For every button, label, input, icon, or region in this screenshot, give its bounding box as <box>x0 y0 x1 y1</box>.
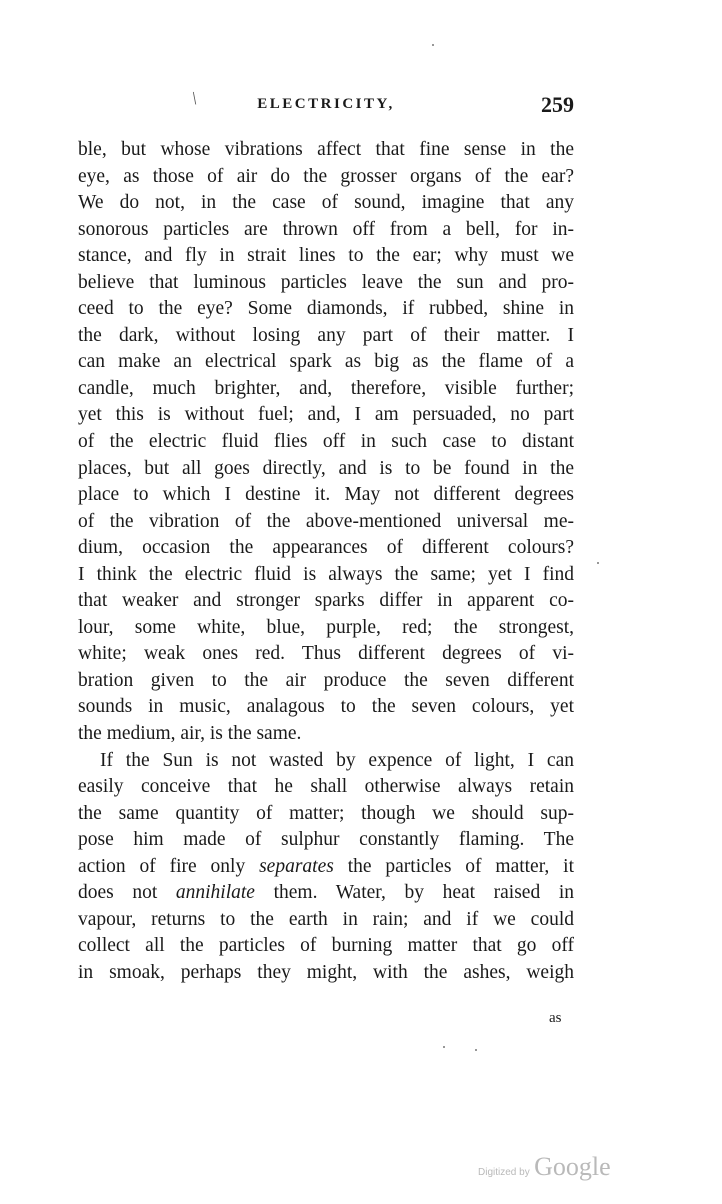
text-line: collect all the particles of burning matter that go off <box>78 935 574 957</box>
text-line: vapour, returns to the earth in rain; and if we could <box>78 908 574 930</box>
text-line: candle, much brighter, and, therefore, visible further; <box>78 377 574 399</box>
stray-ink-dot <box>597 562 599 564</box>
text-line: sonorous particles are thrown off from a bell, for in- <box>78 218 574 240</box>
text-line: the medium, air, is the same. <box>78 723 302 745</box>
text-line: ble, but whose vibrations affect that fine sense in the <box>78 139 574 160</box>
italic-word: separates <box>259 855 334 877</box>
text-line: bration given to the air produce the seven different <box>78 669 574 691</box>
text-line: white; weak ones red. Thus different degrees of vi- <box>78 643 574 665</box>
text-line: the same quantity of matter; though we should sup- <box>78 802 574 824</box>
stray-ink-mark: \ <box>190 87 199 109</box>
text-line: dium, occasion the appearances of different colours? <box>78 537 574 559</box>
text-line: places, but all goes directly, and is to be found in the <box>78 457 574 479</box>
text-line: can make an electrical spark as big as the flame of a <box>78 351 574 373</box>
stray-ink-dot <box>432 44 434 46</box>
text-line: stance, and fly in strait lines to the ear; why must we <box>78 245 574 267</box>
text-line: in smoak, perhaps they might, with the ashes, weigh <box>78 961 574 983</box>
italic-word: annihilate <box>175 882 255 904</box>
text-line-part: them. Water, by heat raised in <box>254 882 574 904</box>
text-line: sounds in music, analagous to the seven colours, yet <box>78 696 574 718</box>
text-line: If the Sun is not wasted by expence of light, I can <box>100 749 574 771</box>
body-text <box>78 137 574 987</box>
text-line-part: action of fire only <box>78 855 260 877</box>
text-line: easily conceive that he shall otherwise always retain <box>78 776 574 798</box>
text-line: the dark, without losing any part of their matter. I <box>78 324 574 346</box>
text-line: of the vibration of the above-mentioned universal me- <box>78 510 574 532</box>
text-line: of the electric fluid flies off in such case to distant <box>78 431 574 453</box>
text-line: ceed to the eye? Some diamonds, if rubbed, shine in <box>78 298 574 320</box>
running-title: ELECTRICITY, <box>257 96 395 112</box>
text-line: I think the electric fluid is always the same; yet I find <box>78 563 574 585</box>
text-line: that weaker and stronger sparks differ in apparent co- <box>78 590 574 612</box>
text-line <box>78 880 574 907</box>
watermark-prefix: Digitized by <box>478 1167 530 1178</box>
digitized-by-watermark <box>478 1152 611 1182</box>
text-line-part: the particles of matter, it <box>333 855 574 877</box>
page-number: 259 <box>541 92 574 117</box>
text-line <box>78 854 574 881</box>
text-line-part: does not <box>78 882 176 904</box>
stray-ink-dot <box>475 1049 477 1051</box>
catchword: as <box>549 1010 562 1026</box>
text-line: pose him made of sulphur constantly flaming. The <box>78 829 574 851</box>
text-line: believe that luminous particles leave the sun and pro- <box>78 271 574 293</box>
text-line: eye, as those of air do the grosser organs of the ear? <box>78 165 574 187</box>
text-line: lour, some white, blue, purple, red; the strongest, <box>78 616 574 638</box>
text-line: yet this is without fuel; and, I am persuaded, no part <box>78 404 574 426</box>
stray-ink-dot <box>443 1046 445 1048</box>
google-logo: Google <box>534 1152 611 1181</box>
text-line: place to which I destine it. May not different degrees <box>78 484 574 506</box>
text-line: We do not, in the case of sound, imagine that any <box>78 192 574 214</box>
running-head <box>78 92 574 122</box>
